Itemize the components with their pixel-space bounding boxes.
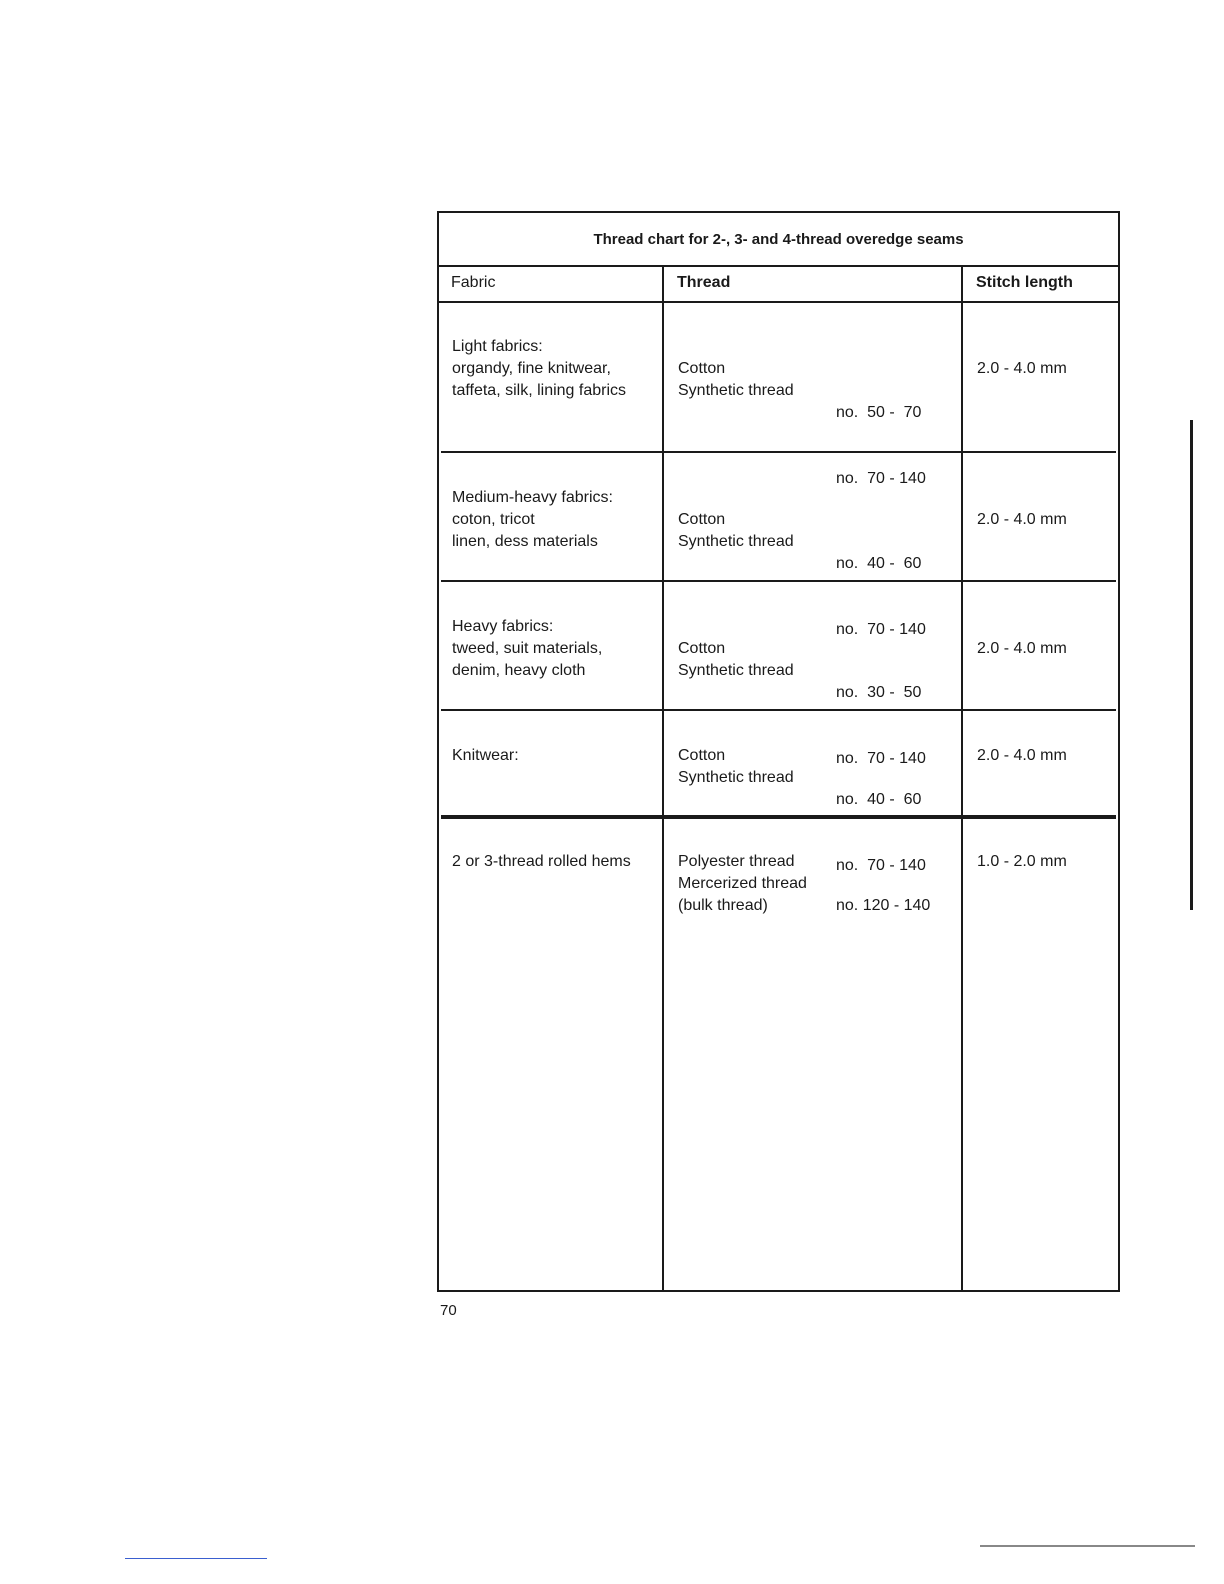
row-knitwear-thread <box>678 745 794 789</box>
row-rolled-hems-thread <box>678 851 807 917</box>
stitch-value: 2.0 - 4.0 mm <box>977 511 1067 528</box>
fabric-line: taffeta, silk, lining fabrics <box>452 382 627 399</box>
fabric-line: 2 or 3-thread rolled hems <box>452 853 631 870</box>
column-divider <box>961 265 963 1290</box>
number-line: no. 70 - 140 <box>836 750 926 767</box>
header-stitch-label: Stitch length <box>976 274 1073 291</box>
row-knitwear-stitch <box>977 745 1067 767</box>
thread-line: Mercerized thread <box>678 875 807 892</box>
stitch-value: 2.0 - 4.0 mm <box>977 747 1067 764</box>
fabric-line: Heavy fabrics: <box>452 618 554 635</box>
row-medium-stitch <box>977 509 1067 531</box>
number-line: no. 40 - 60 <box>836 791 922 808</box>
scan-corner-mark <box>980 1545 1195 1547</box>
header-stitch-length <box>962 265 1118 303</box>
header-thread <box>663 265 962 303</box>
row-divider <box>441 580 1116 582</box>
row-medium-thread <box>678 509 794 553</box>
number-line: no. 50 - 70 <box>836 404 922 421</box>
fabric-line: linen, dess materials <box>452 533 598 550</box>
thread-chart-table <box>437 211 1120 1292</box>
thread-line: Polyester thread <box>678 853 795 870</box>
fabric-line: Knitwear: <box>452 747 519 764</box>
page-number: 70 <box>440 1302 457 1319</box>
thread-line: Cotton <box>678 360 726 377</box>
fabric-line: organdy, fine knitwear, <box>452 360 611 377</box>
chart-title: Thread chart for 2-, 3- and 4-thread overedge seams <box>439 213 1118 267</box>
number-line: no. 70 - 140 <box>836 857 926 874</box>
row-rolled-hems-number <box>836 851 930 961</box>
thread-line: (bulk thread) <box>678 897 768 914</box>
row-heavy-fabric <box>452 616 602 682</box>
fabric-line: Light fabrics: <box>452 338 543 355</box>
row-heavy-stitch <box>977 638 1067 660</box>
number-line: no. 70 - 140 <box>836 621 926 638</box>
stitch-value: 2.0 - 4.0 mm <box>977 640 1067 657</box>
scan-underline-mark <box>125 1558 267 1559</box>
row-heavy-thread <box>678 638 794 682</box>
row-knitwear-fabric <box>452 745 519 767</box>
row-rolled-hems-stitch <box>977 851 1067 873</box>
row-light-stitch <box>977 358 1067 380</box>
stitch-value: 2.0 - 4.0 mm <box>977 360 1067 377</box>
header-fabric-label: Fabric <box>451 274 496 291</box>
thread-line: Synthetic thread <box>678 533 794 550</box>
column-divider <box>662 265 664 1290</box>
fabric-line: tweed, suit materials, <box>452 640 603 657</box>
row-rolled-hems-fabric <box>452 851 631 873</box>
thread-line: Synthetic thread <box>678 382 794 399</box>
number-line: no. 70 - 140 <box>836 470 926 487</box>
number-line: no. 30 - 50 <box>836 684 922 701</box>
thread-line: Cotton <box>678 747 726 764</box>
thread-line: Cotton <box>678 511 726 528</box>
row-divider <box>441 451 1116 453</box>
stitch-value: 1.0 - 2.0 mm <box>977 853 1067 870</box>
fabric-line: Medium-heavy fabrics: <box>452 489 613 506</box>
number-line: no. 40 - 60 <box>836 555 922 572</box>
row-medium-fabric <box>452 487 613 553</box>
row-divider <box>441 709 1116 711</box>
thread-line: Cotton <box>678 640 726 657</box>
thread-line: Synthetic thread <box>678 769 794 786</box>
number-line: no. 120 - 140 <box>836 897 931 914</box>
row-light-fabric <box>452 336 626 402</box>
row-divider-thick <box>441 815 1116 819</box>
row-light-thread <box>678 358 794 402</box>
scan-edge-mark <box>1190 420 1193 910</box>
fabric-line: denim, heavy cloth <box>452 662 586 679</box>
header-thread-label: Thread <box>677 274 731 291</box>
row-light-number <box>836 358 926 534</box>
header-fabric <box>439 265 663 303</box>
fabric-line: coton, tricot <box>452 511 535 528</box>
thread-line: Synthetic thread <box>678 662 794 679</box>
